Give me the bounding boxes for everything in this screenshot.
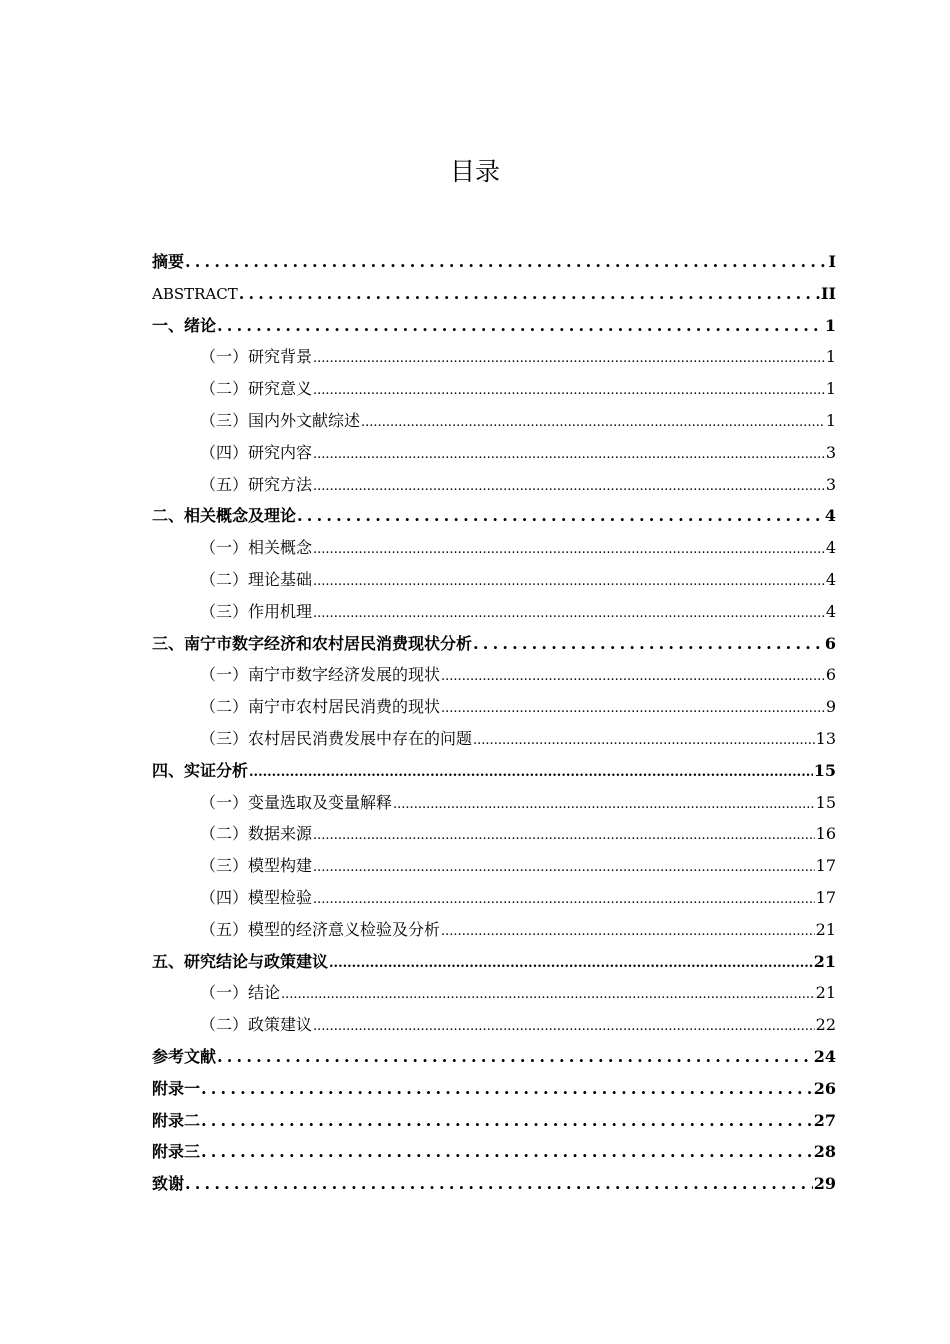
toc-entry-section[interactable]: [152, 914, 836, 946]
toc-entry-number: （二）: [200, 824, 249, 844]
toc-entry-number: （三）: [200, 410, 249, 430]
toc-entry-page: 17: [815, 887, 836, 907]
toc-entry-label: 参考文献: [152, 1046, 217, 1066]
toc-entry-label: 变量选取及变量解释: [248, 792, 393, 812]
toc-entry-label: 研究内容: [248, 442, 313, 462]
toc-entry-page: 9: [825, 697, 836, 717]
toc-entry-page: 24: [813, 1046, 836, 1066]
toc-entry-section[interactable]: [152, 596, 836, 628]
toc-entry-chapter-4[interactable]: [152, 755, 836, 787]
toc-entry-page: 6: [824, 633, 836, 653]
toc-entry-label: 相关概念: [248, 538, 313, 558]
toc-entry-label: 附录二: [152, 1110, 201, 1130]
toc-entry-label: 理论基础: [248, 569, 313, 589]
toc-entry-page: 3: [825, 474, 836, 494]
toc-leader-dots: [201, 1136, 813, 1168]
toc-leader-dots: [393, 789, 815, 821]
toc-entry-page: 15: [813, 760, 836, 780]
toc-leader-dots: [361, 407, 825, 439]
toc-leader-dots: [473, 628, 824, 660]
toc-entry-page: 16: [815, 824, 836, 844]
toc-leader-dots: [201, 1105, 813, 1137]
toc-entry-number: （四）: [200, 442, 249, 462]
toc-entry-section[interactable]: [152, 659, 836, 691]
toc-leader-dots: [185, 246, 828, 278]
toc-leader-dots: [473, 725, 815, 757]
toc-leader-dots: [313, 343, 825, 375]
toc-entry-number: 三、: [152, 633, 185, 653]
toc-entry-abstract-en[interactable]: [152, 278, 836, 310]
toc-entry-section[interactable]: [152, 405, 836, 437]
table-of-contents: [152, 246, 836, 1200]
toc-entry-label: 绪论: [184, 315, 217, 335]
toc-leader-dots: [185, 1168, 813, 1200]
toc-entry-chapter-3[interactable]: [152, 628, 836, 660]
toc-entry-page: 3: [825, 442, 836, 462]
toc-leader-dots: [313, 375, 825, 407]
toc-entry-label: 研究背景: [248, 347, 313, 367]
toc-entry-number: （五）: [200, 474, 249, 494]
toc-entry-section[interactable]: [152, 691, 836, 723]
toc-entry-number: 五、: [152, 951, 185, 971]
toc-entry-acknowledgements[interactable]: [152, 1168, 836, 1200]
toc-entry-number: （三）: [200, 601, 249, 621]
toc-entry-section[interactable]: [152, 723, 836, 755]
toc-leader-dots: [313, 439, 825, 471]
toc-entry-label: 结论: [248, 983, 281, 1003]
toc-entry-appendix-2[interactable]: [152, 1105, 836, 1137]
toc-entry-page: 21: [813, 951, 836, 971]
toc-leader-dots: [313, 534, 825, 566]
toc-leader-dots: [249, 757, 813, 789]
toc-entry-abstract-cn[interactable]: [152, 246, 836, 278]
toc-entry-number: （四）: [200, 887, 249, 907]
toc-entry-page: 6: [825, 665, 836, 685]
toc-entry-label: 模型构建: [248, 856, 313, 876]
toc-entry-page: 1: [825, 347, 836, 367]
toc-entry-section[interactable]: [152, 850, 836, 882]
toc-entry-label: 南宁市数字经济发展的现状: [248, 665, 441, 685]
toc-entry-number: （一）: [200, 538, 249, 558]
toc-leader-dots: [217, 1041, 813, 1073]
toc-entry-page: 1: [825, 410, 836, 430]
toc-entry-page: 4: [824, 506, 836, 526]
toc-entry-label: ABSTRACT: [152, 284, 238, 303]
toc-leader-dots: [441, 693, 825, 725]
toc-leader-dots: [441, 661, 825, 693]
toc-entry-number: 二、: [152, 506, 185, 526]
toc-leader-dots: [441, 916, 815, 948]
toc-entry-section[interactable]: [152, 564, 836, 596]
toc-entry-label: 附录三: [152, 1142, 201, 1162]
toc-entry-number: （一）: [200, 665, 249, 685]
toc-entry-number: （二）: [200, 1015, 249, 1035]
toc-entry-number: （一）: [200, 347, 249, 367]
toc-leader-dots: [281, 979, 815, 1011]
toc-entry-page: 13: [815, 728, 836, 748]
toc-leader-dots: [313, 884, 815, 916]
toc-entry-section[interactable]: [152, 373, 836, 405]
toc-entry-page: 29: [813, 1174, 836, 1194]
toc-leader-dots: [313, 852, 815, 884]
toc-entry-page: 26: [813, 1078, 836, 1098]
toc-entry-page: I: [828, 252, 836, 271]
toc-entry-appendix-1[interactable]: [152, 1073, 836, 1105]
toc-entry-page: 1: [825, 379, 836, 399]
toc-entry-label: 南宁市数字经济和农村居民消费现状分析: [184, 633, 473, 653]
toc-entry-label: 模型的经济意义检验及分析: [248, 919, 441, 939]
toc-entry-appendix-3[interactable]: [152, 1136, 836, 1168]
toc-entry-number: （三）: [200, 856, 249, 876]
toc-entry-section[interactable]: [152, 977, 836, 1009]
toc-entry-number: （二）: [200, 379, 249, 399]
toc-entry-section[interactable]: [152, 818, 836, 850]
toc-leader-dots: [329, 948, 813, 980]
toc-entry-label: 研究方法: [248, 474, 313, 494]
toc-entry-number: 四、: [152, 760, 185, 780]
toc-entry-number: （二）: [200, 569, 249, 589]
toc-entry-label: 实证分析: [184, 760, 249, 780]
toc-leader-dots: [313, 566, 825, 598]
toc-entry-section[interactable]: [152, 787, 836, 819]
toc-entry-label: 国内外文献综述: [248, 410, 361, 430]
toc-entry-page: 4: [825, 538, 836, 558]
toc-entry-references[interactable]: [152, 1041, 836, 1073]
toc-entry-section[interactable]: [152, 437, 836, 469]
toc-entry-number: （一）: [200, 792, 249, 812]
toc-entry-label: 相关概念及理论: [184, 506, 297, 526]
toc-entry-section[interactable]: [152, 469, 836, 501]
toc-entry-page: 21: [815, 983, 836, 1003]
toc-leader-dots: [217, 310, 824, 342]
toc-entry-label: 数据来源: [248, 824, 313, 844]
toc-entry-page: 15: [815, 792, 836, 812]
toc-entry-page: 17: [815, 856, 836, 876]
toc-entry-number: （三）: [200, 728, 249, 748]
toc-leader-dots: [313, 598, 825, 630]
toc-entry-label: 致谢: [152, 1174, 185, 1194]
toc-entry-number: （五）: [200, 919, 249, 939]
toc-entry-number: （二）: [200, 697, 249, 717]
toc-entry-label: 模型检验: [248, 887, 313, 907]
toc-entry-label: 附录一: [152, 1078, 201, 1098]
toc-entry-chapter-2[interactable]: [152, 500, 836, 532]
toc-leader-dots: [297, 500, 824, 532]
toc-entry-label: 作用机理: [248, 601, 313, 621]
toc-leader-dots: [313, 471, 825, 503]
toc-entry-chapter-1[interactable]: [152, 310, 836, 342]
toc-entry-section[interactable]: [152, 1009, 836, 1041]
toc-entry-label: 农村居民消费发展中存在的问题: [248, 728, 473, 748]
toc-entry-page: 1: [824, 315, 836, 335]
toc-leader-dots: [239, 278, 820, 310]
toc-entry-section[interactable]: [152, 882, 836, 914]
page-title: 目录: [449, 157, 500, 186]
toc-entry-page: 27: [813, 1110, 836, 1130]
toc-entry-label: 研究结论与政策建议: [184, 951, 329, 971]
toc-entry-chapter-5[interactable]: [152, 946, 836, 978]
toc-entry-label: 南宁市农村居民消费的现状: [248, 697, 441, 717]
toc-entry-section[interactable]: [152, 532, 836, 564]
toc-entry-page: 28: [813, 1142, 836, 1162]
toc-entry-page: 22: [815, 1015, 836, 1035]
toc-entry-page: 4: [825, 569, 836, 589]
toc-entry-page: 4: [825, 601, 836, 621]
toc-entry-number: 一、: [152, 315, 185, 335]
toc-entry-label: 研究意义: [248, 379, 313, 399]
toc-entry-page: 21: [815, 919, 836, 939]
toc-entry-label: 政策建议: [248, 1015, 313, 1035]
toc-leader-dots: [201, 1073, 813, 1105]
toc-entry-label: 摘要: [152, 252, 185, 271]
toc-leader-dots: [313, 820, 815, 852]
toc-leader-dots: [313, 1011, 815, 1043]
toc-entry-page: II: [821, 283, 836, 303]
toc-entry-number: （一）: [200, 983, 249, 1003]
toc-entry-section[interactable]: [152, 341, 836, 373]
